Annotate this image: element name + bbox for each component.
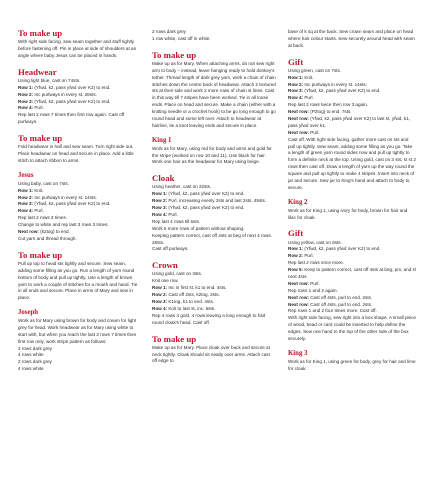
instruction-text: Using yellow, cast on 6sts.	[288, 239, 342, 245]
instruction-text: Knit.	[33, 187, 44, 193]
pattern-section	[288, 199, 416, 222]
instruction-line	[288, 88, 416, 95]
instruction-line	[288, 68, 416, 75]
instruction-text: With right side facing, sew right into a box shape. A small piece of wood, bead or card could be inserted to help define the edges. Sew one hand to the top of the other side of the box securely.	[288, 315, 416, 341]
column-3	[288, 0, 416, 500]
instruction-line	[288, 267, 416, 281]
section-heading: To make up	[18, 133, 63, 144]
section-heading: Headwear	[18, 66, 57, 77]
row-label: Row 2:	[152, 198, 168, 204]
instruction-text: With right side facing, sew seam together and stuff tightly before fastening off. Pin in place at side of shoulders at an angle where baby Jesus can be placed in hands.	[18, 39, 137, 58]
instruction-line	[152, 212, 276, 219]
instruction-text: Using heather, cast on 22sts.	[152, 184, 212, 190]
instruction-line	[152, 313, 276, 327]
row-label: Next row:	[288, 109, 309, 115]
instruction-text: 4 rows white	[18, 352, 44, 358]
instruction-text: Inc purlways in every st. 14sts.	[303, 81, 367, 87]
instruction-line	[288, 281, 416, 288]
row-label: Next row:	[288, 116, 309, 122]
instruction-text: Rep rows 1 and 2 four times more. Cast off.	[288, 308, 377, 314]
instruction-text: (Yfwd, k2, pass yfwd over K2) to end.	[167, 191, 245, 197]
instruction-text: Using green, cast on 7sts.	[288, 67, 342, 73]
instruction-line	[18, 346, 138, 353]
instruction-line	[288, 295, 416, 302]
instruction-line	[18, 215, 138, 222]
section-heading: Gift	[288, 56, 304, 67]
row-label: Row 3:	[18, 201, 34, 207]
instruction-text: Work as for King 1, using green for body, grey for hair and lime for cloak.	[288, 358, 416, 371]
instruction-line	[18, 229, 138, 236]
instruction-text: Using light blue, cast on 74sts.	[18, 77, 81, 83]
instruction-text: 2 rows dark grey	[18, 359, 52, 365]
section-heading: Joseph	[18, 309, 39, 317]
row-label: Row 1:	[288, 74, 304, 80]
instruction-line	[288, 102, 416, 109]
instruction-line	[152, 299, 276, 306]
pattern-section	[18, 309, 138, 373]
instruction-line	[18, 208, 138, 215]
instruction-line	[18, 99, 138, 106]
instruction-text: Inc purlways in every st. 14sts.	[33, 194, 97, 200]
instruction-line	[288, 308, 416, 315]
instruction-text: (Yfwd, k2, pass yfwd over K2) to end.	[33, 201, 111, 207]
instruction-line	[18, 236, 138, 243]
row-label: Row 2:	[288, 253, 304, 259]
instruction-text: (Yfwd, k2, pass yfwd over K2) to end.	[303, 88, 381, 94]
instruction-line	[152, 219, 276, 226]
instruction-line	[152, 146, 276, 167]
pattern-section	[152, 137, 276, 166]
section-heading: To make up	[152, 333, 197, 344]
pattern-section	[288, 228, 416, 342]
row-label: Row 4:	[288, 95, 304, 101]
instruction-text: (Yfwd, k2, pass yfwd over K2) to end.	[303, 246, 381, 252]
pattern-section	[152, 29, 276, 43]
pattern-section	[288, 29, 416, 50]
row-label: Next row:	[288, 294, 309, 300]
row-label: Next row:	[288, 129, 309, 135]
instruction-line	[152, 271, 276, 278]
row-label: Row 3:	[18, 98, 34, 104]
instruction-text: Cast off 2sts, k2tog. 2sts.	[167, 292, 220, 298]
instruction-line	[152, 61, 276, 130]
section-heading: To make up	[18, 249, 63, 260]
instruction-line	[288, 246, 416, 253]
row-label: Row 3:	[152, 205, 168, 211]
row-label: Row 2:	[18, 194, 34, 200]
instruction-line	[18, 92, 138, 99]
instruction-line	[18, 195, 138, 202]
instruction-text: (k2tog) to end.	[38, 228, 70, 234]
instruction-line	[152, 306, 276, 313]
instruction-text: Cast off 4sts, purl to end. 2sts.	[308, 294, 373, 300]
instruction-line	[288, 137, 416, 192]
instruction-text: 1 row white, cast off in white.	[152, 35, 211, 41]
instruction-line	[152, 198, 276, 205]
instruction-text: Purl.	[303, 253, 314, 259]
pattern-section	[18, 250, 138, 302]
row-label: Row 1:	[152, 285, 168, 291]
section-heading: Crown	[152, 260, 178, 271]
instruction-text: Pull up top to head sts tightly and secure. Sew seam, adding some filling as you go. Run a length of yarn round bottom of body and pull up tightly. Use a length of brown yarn to work a couple of stitches for a mouth and hand. Tie in all ends and secure. Place in arms of Mary and sew in place.	[18, 260, 138, 301]
instruction-text: Using gold, cast on 3sts.	[152, 271, 203, 277]
instruction-line	[288, 260, 416, 267]
instruction-line	[18, 105, 138, 112]
instruction-line	[18, 39, 138, 60]
instruction-text: Inc purlways in every st. 28sts.	[33, 91, 97, 97]
row-label: Row 3:	[288, 88, 304, 94]
instruction-text: Work as for King 1, using ivory for body, brown for hair and lilac for cloak.	[288, 207, 408, 220]
instruction-text: Rep last 2 rows twice then row 3 again.	[288, 102, 368, 108]
instruction-text: Rep last 4 rows till 6sts.	[152, 218, 201, 224]
row-label: Row 4:	[18, 105, 34, 111]
instruction-line	[152, 36, 276, 43]
instruction-text: Cast off. With right side facing, gather more cast on sts and pull up tightly. Sew seam, adding some filling as you go. Take a length of green yarn round sides now and pull up tightly to form a definite neck at the top. Using gold, cast on 3 sts, st st 2 rows then cast off. Draw a length of yarn up the way round the square and pull up tightly to make 4 stripes. Insert into neck of jar and secure. Sew jar to King's hand and attach to body to secure.	[288, 136, 416, 190]
section-heading: King 1	[152, 136, 172, 144]
instruction-line	[152, 285, 276, 292]
instruction-text: Knit one row.	[152, 278, 179, 284]
row-label: Row 1:	[18, 84, 34, 90]
instruction-line	[18, 181, 138, 188]
instruction-line	[288, 109, 416, 116]
row-label: Row 2:	[288, 81, 304, 87]
instruction-text: K1tog, k1 to end. 4sts.	[167, 298, 215, 304]
instruction-text: Inc in first st, k1 to end. 4sts.	[167, 285, 227, 291]
instruction-line	[18, 366, 138, 373]
instruction-text: Make up as for Mary. Place cloak over back and secure at neck tightly. Cloak should sit neatly over arms. Attach cast off edge to	[152, 344, 270, 364]
row-label: Next row:	[288, 280, 309, 286]
row-label: Row 1:	[18, 187, 34, 193]
instruction-text: Keep to pattern correct, cast off 4sts at beg, pm, and sl next 4sts.	[288, 267, 416, 279]
instruction-line	[18, 352, 138, 359]
instruction-line	[288, 95, 416, 102]
instruction-text: Knit.	[303, 74, 314, 80]
instruction-line	[288, 116, 416, 130]
instruction-line	[288, 240, 416, 247]
pattern-section	[288, 57, 416, 192]
instruction-text: Purl.	[303, 95, 314, 101]
instruction-text: (Yfwd, k2, pass yfwd over K2) to end.	[167, 205, 245, 211]
instruction-text: Keeping pattern correct, cast off 4sts at beg of next 4 rows. 28sts.	[152, 232, 272, 245]
instruction-line	[152, 29, 276, 36]
instruction-line	[152, 278, 276, 285]
instruction-text: Work as for Mary, using red for body and arms and gold for the stripe (worked on row 10 and 11). Use black for hair. Work one hair as the headwear for Mary using beige.	[152, 145, 272, 165]
instruction-text: (Yfwd, k2, pass yfwd over K2) to end.	[33, 98, 111, 104]
instruction-line	[18, 318, 138, 346]
instruction-line	[18, 359, 138, 366]
instruction-line	[288, 29, 416, 50]
instruction-line	[18, 201, 138, 208]
instruction-line	[18, 85, 138, 92]
instruction-line	[152, 292, 276, 299]
section-heading: Jesus	[18, 171, 34, 179]
pattern-section	[18, 172, 138, 243]
pattern-section	[18, 28, 138, 60]
instruction-text: Fold headwear in half and sew seam. Turn right side out. Place headwear on head and secure in place. Add a little stitch to attach ribbon to arms.	[18, 144, 134, 164]
instruction-line	[288, 288, 416, 295]
instruction-text: Cast off purlways.	[152, 246, 189, 252]
section-heading: King 2	[288, 198, 308, 206]
instruction-line	[288, 253, 416, 260]
section-heading: To make up	[18, 28, 63, 38]
pattern-section	[152, 334, 276, 366]
pattern-section	[152, 50, 276, 130]
instruction-line	[152, 226, 276, 233]
instruction-line	[152, 233, 276, 247]
instruction-line	[18, 261, 138, 302]
instruction-line	[288, 82, 416, 89]
pattern-section	[18, 67, 138, 126]
column-2	[152, 0, 276, 500]
instruction-text: (Yfwd, k2, pass yfwd over K2) to end.	[33, 84, 111, 90]
instruction-line	[288, 130, 416, 137]
instruction-line	[18, 78, 138, 85]
instruction-line	[152, 246, 276, 253]
row-label: Next row:	[288, 301, 309, 307]
row-label: Row 4:	[18, 208, 34, 214]
instruction-line	[152, 205, 276, 212]
instruction-text: 4 rows white	[18, 366, 44, 372]
row-label: Row 4:	[152, 211, 168, 217]
instruction-text: (P2tog) to end. 7sts.	[308, 109, 352, 115]
row-label: Row 1:	[152, 191, 168, 197]
section-heading: To make up	[152, 49, 197, 60]
instruction-text: Make up as for Mary. When attaching arms, do not sew right arm to body – instead, leave hanging ready to hold donkey's tether. Thread length of dark grey yarn, work a chain of chain stitches down the centre back of headwear. Attach 2 textured sts at their side and work 2 more rows of chain st lines. Cast in this way till 7 stripes have been worked. Tie in all loose ends. Place on head and secure. Make a chain (either with a knitting needle or a crochet hook) to be go long enough to go round head and some left over. Attach to headwear at hairline, tie a knot leaving ends and secure in place.	[152, 60, 276, 128]
row-label: Row 4:	[152, 305, 168, 311]
instruction-line	[288, 75, 416, 82]
instruction-line	[18, 112, 138, 126]
row-label: Row 5:	[288, 267, 304, 273]
column-1	[18, 0, 138, 500]
instruction-text: Purl.	[308, 280, 320, 286]
row-label: Row 2:	[152, 292, 168, 298]
instruction-text: 2 rows dark grey	[18, 345, 52, 351]
pattern-section	[152, 260, 276, 326]
pattern-section	[152, 173, 276, 253]
instruction-text: Purl.	[308, 129, 320, 135]
row-label: Next row:	[18, 228, 39, 234]
instruction-text: (Yfwd, k2, pass yfwd over K2) to last st, yfwd, k1, pass yfwd over k1.	[288, 116, 411, 128]
instruction-line	[288, 302, 416, 309]
instruction-text: Purl, increasing evenly 2sts and last 2sts. 45sts.	[167, 198, 267, 204]
row-label: Row 2:	[18, 91, 34, 97]
instruction-text: Work 5 more rows of pattern without shaping.	[152, 225, 245, 231]
instruction-line	[152, 345, 276, 366]
section-heading: Cloak	[152, 173, 175, 184]
instruction-line	[288, 208, 416, 222]
instruction-text: Rep last 2 rows 3 times.	[18, 215, 68, 221]
section-heading: King 3	[288, 349, 308, 357]
instruction-text: Rep rows 1 and 2 again.	[288, 287, 338, 293]
instruction-text: Purl.	[33, 105, 44, 111]
instruction-text: base of k sq at the back. Sew crown seam and place on head where hair colour starts. Sew securely around head with seam at back.	[288, 29, 415, 48]
instruction-text: Rep last 2 rows once more.	[288, 260, 344, 266]
instruction-line	[152, 191, 276, 198]
instruction-text: Work as for Mary using brown for body and cream for light grey for head. Work headwear as for Mary using white to start with, but when you reach the last 2 rows 7 times then first row only, work stripe pattern as follows:	[18, 318, 137, 344]
row-label: Row 1:	[288, 246, 304, 252]
instruction-text: Knit to last st, inc. 5sts.	[167, 305, 216, 311]
pattern-section	[18, 133, 138, 165]
instruction-line	[288, 315, 416, 343]
instruction-text: Purl.	[33, 208, 44, 214]
pattern-section	[288, 350, 416, 373]
section-heading: Gift	[288, 228, 304, 239]
row-label: Row 3:	[152, 298, 168, 304]
instruction-text: Rep 4 rows 4 gold, 4 rows leaving a long enough to fold round cloak's head. Cast off.	[152, 312, 266, 325]
instruction-line	[18, 222, 138, 229]
instruction-text: 2 rows dark grey	[152, 29, 186, 34]
instruction-text: Cast off 4sts, purl to end. 2sts.	[308, 301, 373, 307]
instruction-text: Purl.	[167, 211, 178, 217]
instruction-text: Using baby, cast on 7sts.	[18, 180, 69, 186]
instruction-line	[18, 144, 138, 165]
instruction-line	[18, 188, 138, 195]
instruction-text: Change to white and rep last 3 rows 3 times.	[18, 222, 109, 228]
instruction-text: Cut yarn and thread through.	[18, 235, 77, 241]
instruction-line	[152, 184, 276, 191]
instruction-text: Rep last 2 rows 7 times then first row again. Cast off purlways.	[18, 112, 125, 125]
instruction-line	[288, 359, 416, 373]
